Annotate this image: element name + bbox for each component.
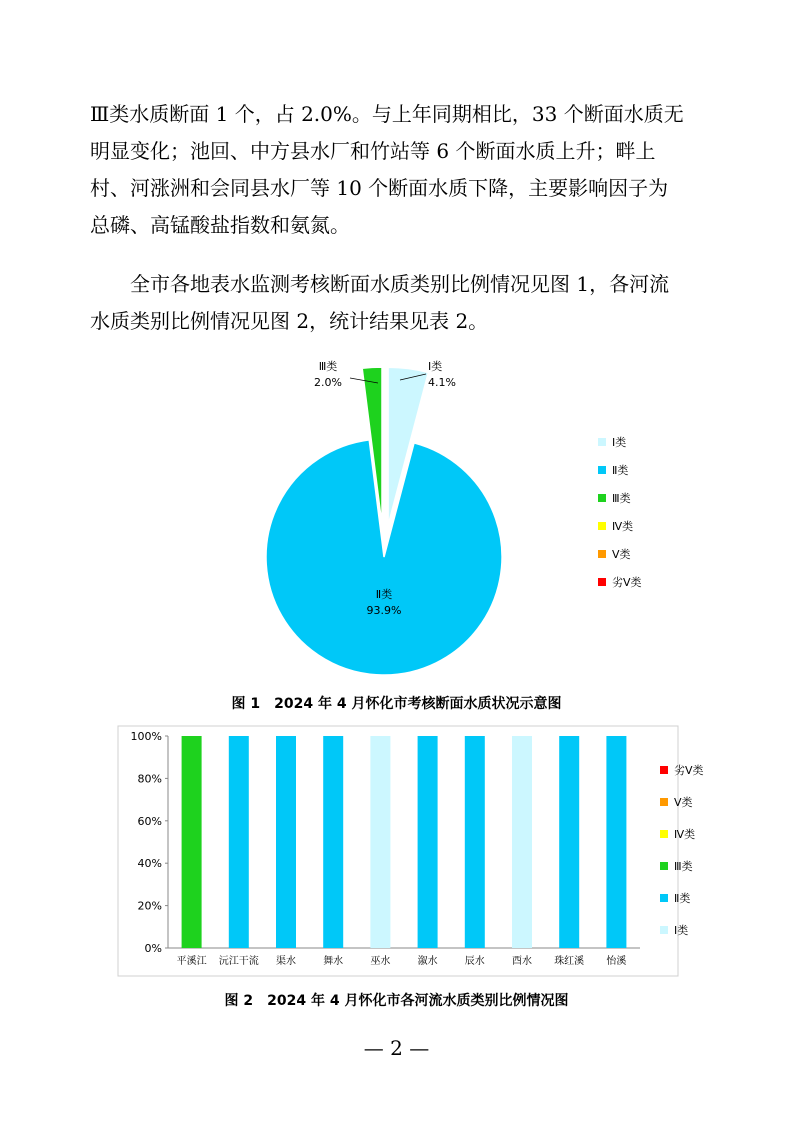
- x-tick-label: 溆水: [417, 956, 438, 967]
- text-line: 总磷、高锰酸盐指数和氨氮。: [90, 213, 350, 237]
- y-tick-label: 40%: [137, 857, 162, 871]
- text-line: 水质类别比例情况见图 2，统计结果见表 2。: [90, 309, 489, 333]
- legend-label: Ⅰ类: [612, 436, 627, 449]
- text-line: 村、河涨洲和会同县水厂等 10 个断面水质下降，主要影响因子为: [90, 176, 669, 200]
- text-line: Ⅲ类水质断面 1 个，占 2.0%。与上年同期相比，33 个断面水质无: [90, 102, 684, 126]
- pie-chart: [0, 350, 793, 690]
- bar-segment: [229, 736, 249, 948]
- legend-label: Ⅲ类: [612, 492, 631, 505]
- bar-segment: [276, 736, 296, 948]
- legend-label: 劣Ⅴ类: [674, 764, 704, 777]
- x-tick-label: 舞水: [323, 956, 344, 967]
- bar-segment: [465, 736, 485, 948]
- legend-swatch: [598, 494, 606, 502]
- x-tick-label: 平溪江: [176, 956, 207, 967]
- x-tick-label: 辰水: [464, 956, 485, 967]
- legend-swatch: [598, 522, 606, 530]
- chart-frame: [118, 726, 678, 976]
- legend-swatch: [660, 894, 668, 902]
- bar-segment: [559, 736, 579, 948]
- body-paragraph-2: [90, 266, 705, 340]
- x-tick-label: 沅江干流: [218, 956, 259, 967]
- bar-segment: [418, 736, 438, 948]
- legend-swatch: [660, 798, 668, 806]
- pie-slice: [266, 440, 502, 675]
- y-tick-label: 20%: [137, 899, 162, 913]
- x-tick-label: 珠红溪: [554, 956, 585, 967]
- legend-label: Ⅲ类: [674, 860, 693, 873]
- bar-segment: [606, 736, 626, 948]
- stacked-bar-chart: [0, 720, 793, 982]
- legend-label: Ⅳ类: [612, 520, 634, 533]
- legend-swatch: [660, 862, 668, 870]
- legend-swatch: [598, 466, 606, 474]
- legend-swatch: [598, 550, 606, 558]
- legend-swatch: [660, 830, 668, 838]
- legend-label: 劣Ⅴ类: [612, 576, 642, 589]
- y-tick-label: 0%: [144, 942, 162, 955]
- legend-swatch: [598, 578, 606, 586]
- text-line: 明显变化；池回、中方县水厂和竹站等 6 个断面水质上升；畔上: [90, 139, 656, 163]
- legend-swatch: [660, 766, 668, 774]
- legend-label: Ⅴ类: [674, 796, 693, 809]
- x-tick-label: 巫水: [370, 956, 391, 967]
- bar-segment: [182, 736, 202, 948]
- bar-segment: [512, 736, 532, 948]
- x-tick-label: 怡溪: [606, 956, 627, 967]
- pie-slice-label: Ⅱ类: [375, 588, 393, 601]
- legend-label: Ⅱ类: [612, 464, 629, 477]
- pie-slice-label: Ⅲ类: [318, 360, 338, 373]
- legend-label: Ⅰ类: [674, 924, 689, 937]
- bar-segment: [370, 736, 390, 948]
- figure-1-caption: 图 1 2024 年 4 月怀化市考核断面水质状况示意图: [231, 696, 562, 712]
- pie-slice-value: 2.0%: [314, 376, 342, 389]
- legend-swatch: [598, 438, 606, 446]
- figure-2-caption: 图 2 2024 年 4 月怀化市各河流水质类别比例情况图: [224, 993, 569, 1009]
- x-tick-label: 酉水: [512, 956, 532, 967]
- y-tick-label: 60%: [137, 814, 162, 828]
- pie-slice-value: 4.1%: [428, 376, 456, 389]
- legend-label: Ⅴ类: [612, 548, 631, 561]
- text-line: 全市各地表水监测考核断面水质类别比例情况见图 1，各河流: [90, 272, 670, 296]
- legend-swatch: [660, 926, 668, 934]
- x-tick-label: 渠水: [276, 956, 296, 967]
- page-number: — 2 —: [363, 1036, 430, 1060]
- pie-slice-label: Ⅰ类: [428, 360, 443, 373]
- legend-label: Ⅱ类: [674, 892, 691, 905]
- y-tick-label: 100%: [130, 730, 162, 743]
- y-tick-label: 80%: [137, 772, 162, 786]
- body-paragraph-1: [90, 96, 705, 244]
- legend-label: Ⅳ类: [674, 828, 696, 841]
- bar-segment: [323, 736, 343, 948]
- pie-slice-value: 93.9%: [366, 604, 402, 617]
